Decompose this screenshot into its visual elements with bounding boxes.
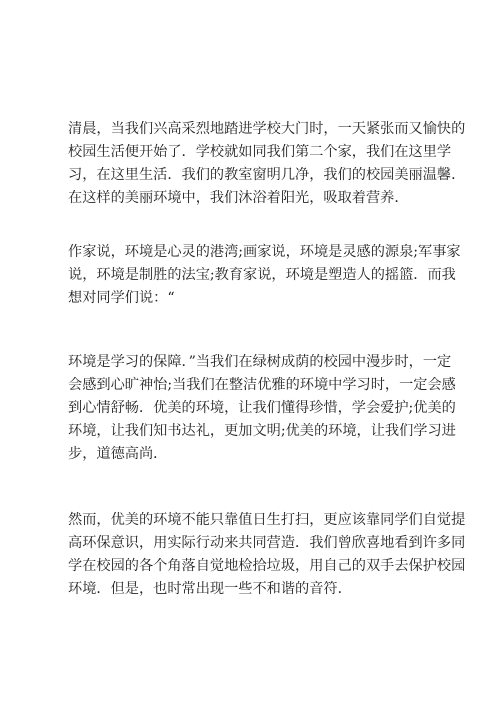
- text-line: 在这样的美丽环境中，我们沐浴着阳光，吸取着营养．: [68, 190, 409, 206]
- paragraph-3: [68, 351, 456, 466]
- text-line: 步，道德高尚．: [68, 446, 168, 462]
- text-line: 习，在这里生活．我们的教室窗明几净，我们的校园美丽温馨．: [68, 167, 466, 183]
- text-line: 校园生活便开始了．学校就如同我们第二个家，我们在这里学: [68, 144, 452, 160]
- paragraph-4: [68, 509, 466, 601]
- text-line: 到心情舒畅．优美的环境，让我们懂得珍惜，学会爱护;优美的: [68, 400, 456, 416]
- text-line: 说，环境是制胜的法宝;教育家说，环境是塑造人的摇篮．而我: [68, 267, 456, 283]
- text-line: 环境．但是，也时常出现一些不和谐的音符．: [68, 581, 352, 597]
- paragraph-1: [68, 118, 466, 210]
- text-line: 然而，优美的环境不能只靠值日生打扫，更应该靠同学们自觉提: [68, 512, 466, 528]
- text-line: 高环保意识，用实际行动来共同营造．我们曾欣喜地看到许多同: [68, 535, 466, 551]
- text-line: 会感到心旷神怡;当我们在整洁优雅的环境中学习时，一定会感: [68, 377, 456, 393]
- text-line: 想对同学们说：“: [68, 290, 175, 306]
- text-line: 环境是学习的保障．”当我们在绿树成荫的校园中漫步时，一定: [68, 354, 452, 370]
- text-line: 清晨，当我们兴高采烈地踏进学校大门时，一天紧张而又愉快的: [68, 121, 466, 137]
- text-line: 作家说，环境是心灵的港湾;画家说，环境是灵感的源泉;军事家: [68, 244, 461, 260]
- text-line: 环境，让我们知书达礼，更加文明;优美的环境，让我们学习进: [68, 423, 456, 439]
- text-line: 学在校园的各个角落自觉地检拾垃圾，用自己的双手去保护校园: [68, 558, 466, 574]
- paragraph-2: [68, 241, 461, 310]
